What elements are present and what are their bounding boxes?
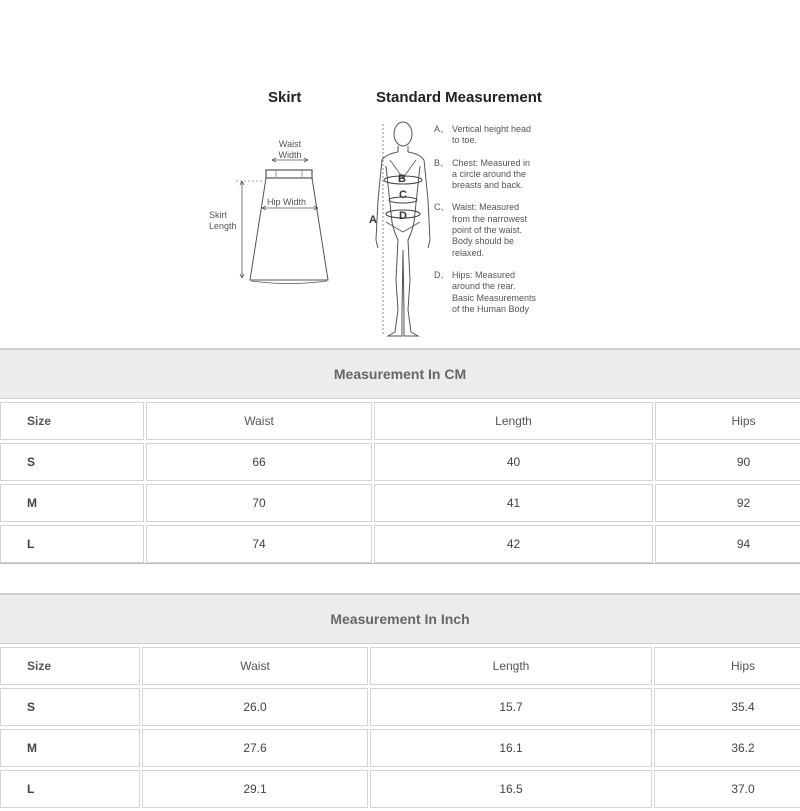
hip-width-label: Hip Width: [267, 197, 307, 207]
header-cell: Length: [374, 402, 653, 440]
inch-table-grid: [0, 644, 800, 811]
table-cell: 35.4: [654, 688, 800, 726]
table-cell: 16.5: [370, 770, 652, 808]
table-row: [0, 729, 800, 767]
note-line: Waist: Measured: [452, 202, 520, 213]
skirt-length-label-line2: Length: [209, 221, 237, 231]
body-letter-a: A: [369, 214, 377, 226]
header-cell: Waist: [142, 647, 368, 685]
table-cell: 70: [146, 484, 372, 522]
cm-size-table: [0, 348, 800, 566]
note-line: Vertical height head: [452, 124, 532, 134]
header-cell: Length: [370, 647, 652, 685]
table-cell: L: [0, 770, 140, 808]
size-guide-diagram: [0, 0, 800, 348]
table-row: [0, 443, 800, 481]
waist-width-label-line1: Waist: [278, 139, 302, 149]
body-figure: [376, 122, 430, 336]
table-cell: 90: [655, 443, 800, 481]
header-cell: Waist: [146, 402, 372, 440]
table-cell: M: [0, 729, 140, 767]
table-cell: 92: [655, 484, 800, 522]
table-cell: 37.0: [654, 770, 800, 808]
table-cell: 36.2: [654, 729, 800, 767]
note-c: [434, 202, 564, 258]
table-row: [0, 484, 800, 522]
skirt-length-label: [209, 210, 237, 232]
note-line: around the rear.: [452, 281, 516, 292]
table-cell: S: [0, 443, 144, 481]
table-row: [0, 525, 800, 563]
body-letter-d: D: [399, 210, 407, 222]
cm-table-title: Measurement In CM: [0, 348, 800, 399]
table-row: [0, 688, 800, 726]
note-line: Body should be: [452, 236, 515, 247]
table-cell: M: [0, 484, 144, 522]
table-cell: 94: [655, 525, 800, 563]
inch-size-table: [0, 593, 800, 811]
table-header-row: [0, 647, 800, 685]
table-row: [0, 770, 800, 808]
note-letter: C、: [434, 202, 450, 213]
note-d: [434, 270, 564, 315]
table-header-row: [0, 402, 800, 440]
table-cell: 41: [374, 484, 653, 522]
waist-width-label-line2: Width: [278, 150, 302, 160]
skirt-title: Skirt: [268, 89, 302, 106]
header-cell: Size: [0, 647, 140, 685]
table-cell: L: [0, 525, 144, 563]
note-line: Basic Measurements: [452, 292, 537, 303]
note-line: point of the waist.: [452, 225, 523, 236]
note-letter: A、: [434, 124, 450, 134]
section-divider: [0, 563, 800, 564]
note-line: relaxed.: [452, 247, 485, 258]
waist-width-label: [277, 139, 303, 161]
table-cell: 74: [146, 525, 372, 563]
note-line: from the narrowest: [452, 213, 528, 224]
skirt-sketch: [236, 158, 328, 284]
note-line: Chest: Measured in: [452, 157, 531, 168]
body-letter-c: C: [399, 189, 407, 201]
body-letter-b: B: [398, 173, 406, 185]
measurement-notes: [434, 124, 564, 316]
note-line: to toe.: [452, 135, 478, 146]
note-a: [434, 124, 564, 147]
note-line: of the Human Body: [452, 303, 530, 314]
note-b: [434, 158, 564, 192]
note-line: breasts and back.: [452, 180, 524, 191]
table-cell: 40: [374, 443, 653, 481]
table-cell: 27.6: [142, 729, 368, 767]
table-cell: 16.1: [370, 729, 652, 767]
standard-measurement-title: Standard Measurement: [376, 89, 542, 106]
table-cell: 29.1: [142, 770, 368, 808]
table-cell: S: [0, 688, 140, 726]
table-cell: 15.7: [370, 688, 652, 726]
table-cell: 42: [374, 525, 653, 563]
table-cell: 66: [146, 443, 372, 481]
header-cell: Size: [0, 402, 144, 440]
header-cell: Hips: [654, 647, 800, 685]
note-line: Hips: Measured: [452, 269, 516, 280]
note-letter: B、: [434, 157, 450, 168]
note-line: a circle around the: [452, 168, 527, 179]
skirt-length-label-line1: Skirt: [209, 210, 227, 220]
table-cell: 26.0: [142, 688, 368, 726]
note-letter: D、: [434, 269, 450, 280]
cm-table-grid: [0, 399, 800, 566]
inch-table-title: Measurement In Inch: [0, 593, 800, 644]
header-cell: Hips: [655, 402, 800, 440]
